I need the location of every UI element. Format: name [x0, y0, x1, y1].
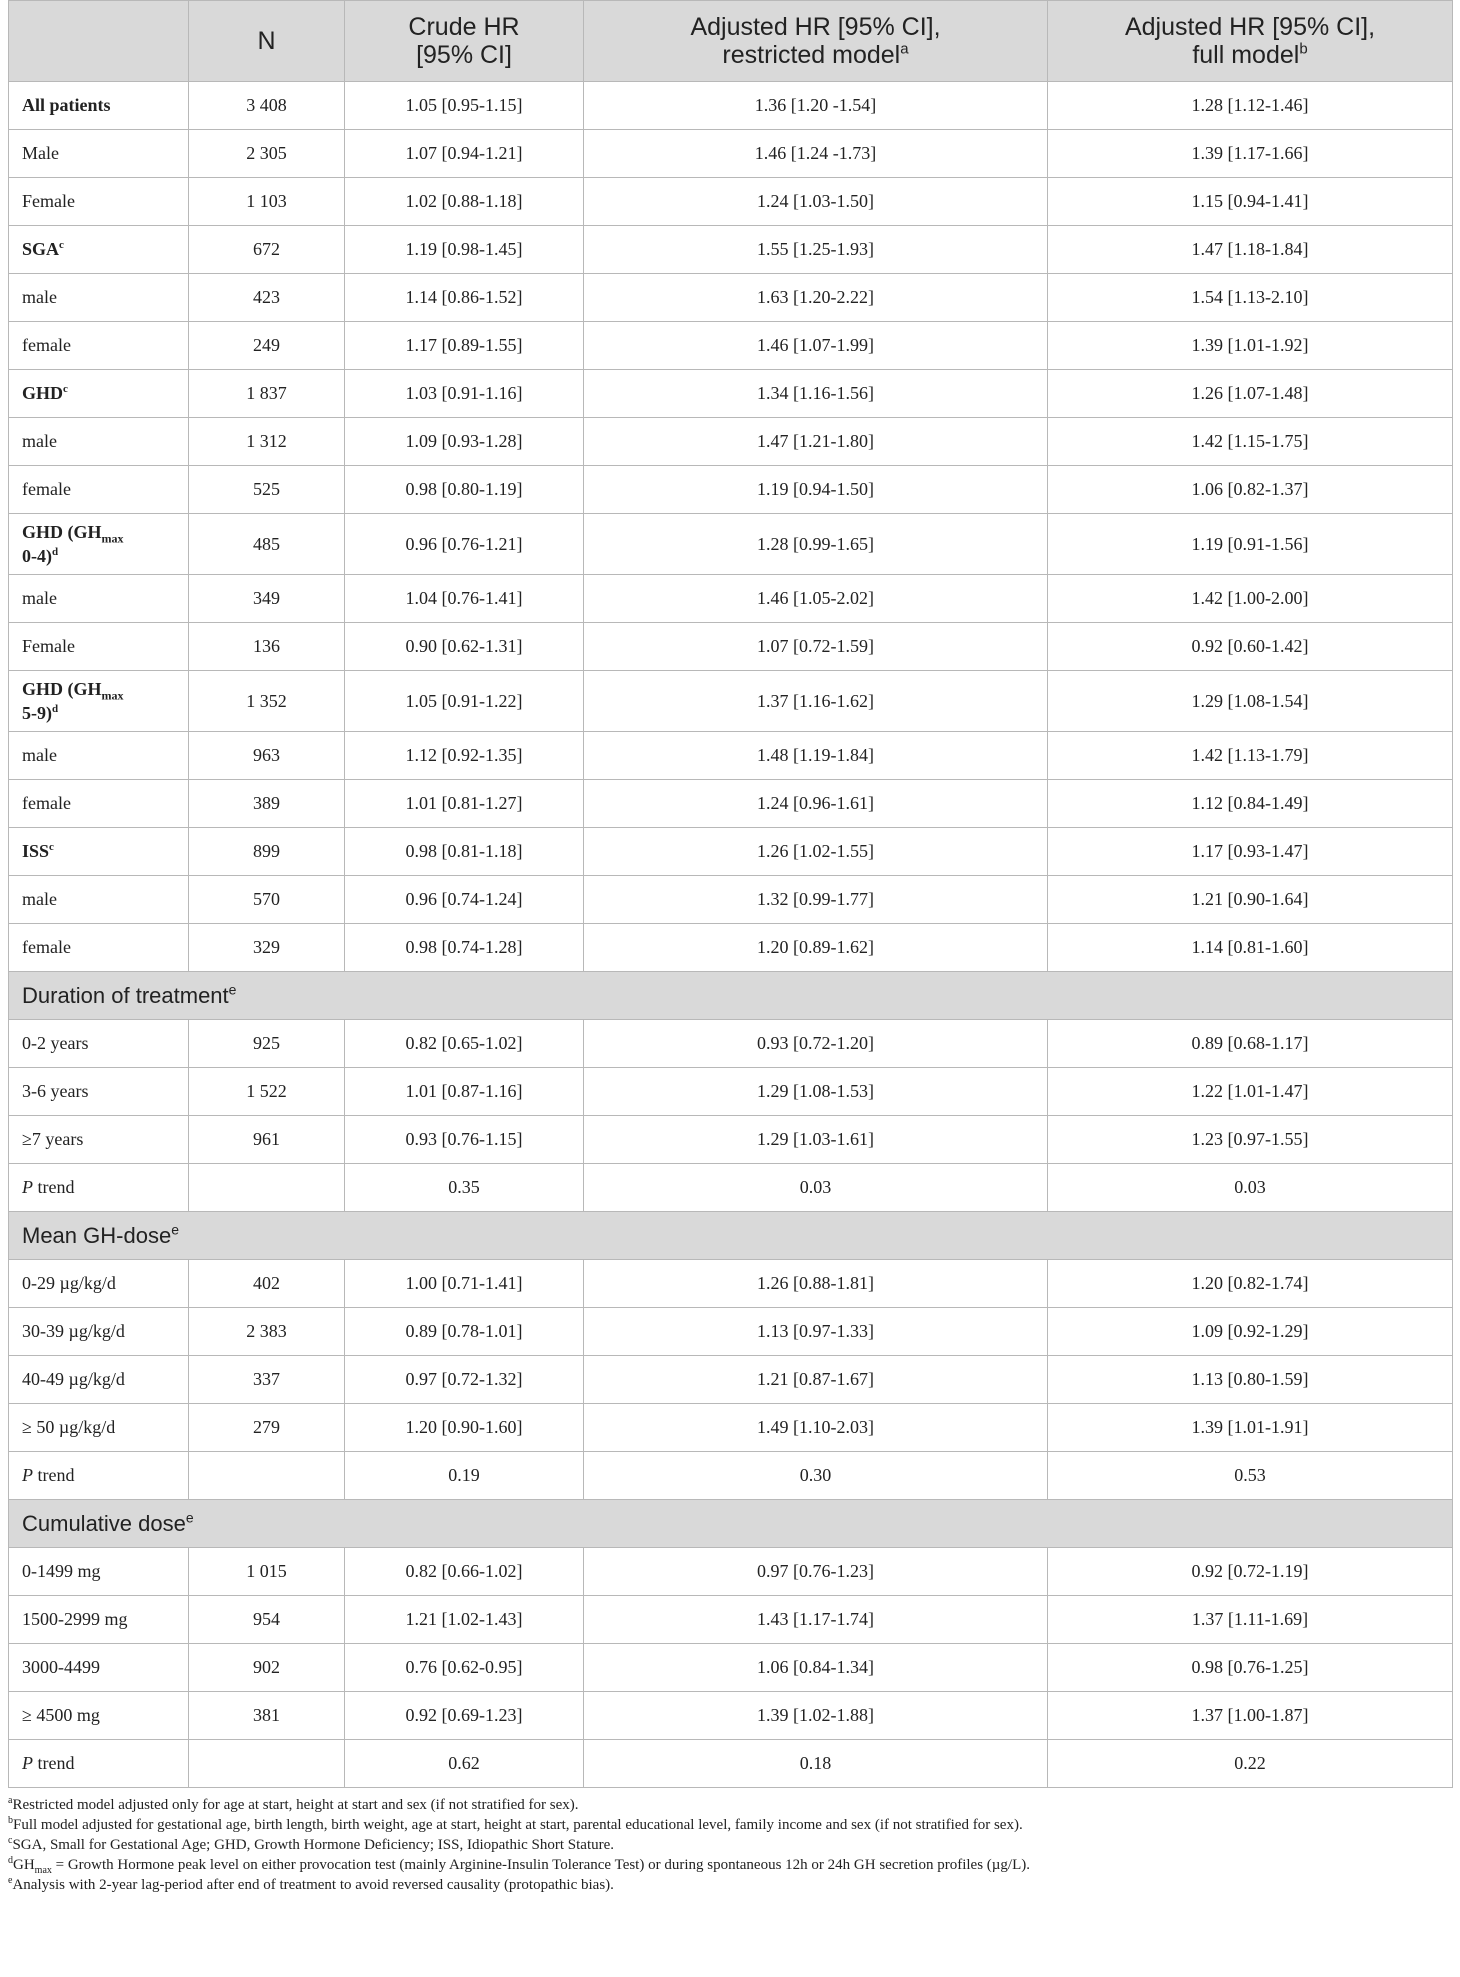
- cell-full-hr: 1.37 [1.00-1.87]: [1048, 1692, 1453, 1740]
- cell-crude-hr: 1.20 [0.90-1.60]: [345, 1404, 584, 1452]
- cell-n: 963: [189, 732, 345, 780]
- cell-restricted-hr: 0.93 [0.72-1.20]: [584, 1020, 1048, 1068]
- cell-crude-hr: 0.19: [345, 1452, 584, 1500]
- row-label: Female: [9, 623, 189, 671]
- cell-crude-hr: 1.05 [0.91-1.22]: [345, 671, 584, 732]
- table-row: [9, 828, 1453, 876]
- row-label-p-trend: P trend: [9, 1452, 189, 1500]
- cell-restricted-hr: 1.55 [1.25-1.93]: [584, 226, 1048, 274]
- table-row: [9, 623, 1453, 671]
- cell-full-hr: 0.92 [0.72-1.19]: [1048, 1548, 1453, 1596]
- footnote-d: $^dGH_{max}$ = Growth Hormone peak level on either provocation test (mainly Arginine-Insulin Tolerance Test) or during spontaneous 12h or 24h GH secretion profiles (µg/L).: [8, 1855, 1030, 1876]
- table-row: [9, 1164, 1453, 1212]
- table-row: [9, 1452, 1453, 1500]
- table-row: [9, 1596, 1453, 1644]
- cell-crude-hr: 0.90 [0.62-1.31]: [345, 623, 584, 671]
- table-row: [9, 130, 1453, 178]
- cell-full-hr: 1.47 [1.18-1.84]: [1048, 226, 1453, 274]
- table-row: [9, 274, 1453, 322]
- cell-full-hr: 0.92 [0.60-1.42]: [1048, 623, 1453, 671]
- table-row: [9, 1020, 1453, 1068]
- section-header-row: [9, 1212, 1453, 1260]
- cell-restricted-hr: 1.26 [1.02-1.55]: [584, 828, 1048, 876]
- table-row: [9, 1644, 1453, 1692]
- table-row: [9, 1548, 1453, 1596]
- cell-full-hr: 1.39 [1.01-1.91]: [1048, 1404, 1453, 1452]
- row-label: ≥7 years: [9, 1116, 189, 1164]
- cell-restricted-hr: 1.63 [1.20-2.22]: [584, 274, 1048, 322]
- row-label: female: [9, 924, 189, 972]
- row-label: All patients: [9, 82, 189, 130]
- cell-restricted-hr: 1.26 [0.88-1.81]: [584, 1260, 1048, 1308]
- cell-n: [189, 1164, 345, 1212]
- table-row: [9, 82, 1453, 130]
- cell-restricted-hr: 1.19 [0.94-1.50]: [584, 466, 1048, 514]
- row-label: male: [9, 876, 189, 924]
- row-label: GHD ($GH_{max}$ 5-9)$^d$: [9, 671, 189, 732]
- cell-crude-hr: 1.02 [0.88-1.18]: [345, 178, 584, 226]
- cell-full-hr: 1.54 [1.13-2.10]: [1048, 274, 1453, 322]
- cell-crude-hr: 1.09 [0.93-1.28]: [345, 418, 584, 466]
- cell-full-hr: 1.39 [1.01-1.92]: [1048, 322, 1453, 370]
- table-row: [9, 876, 1453, 924]
- cell-n: 2 305: [189, 130, 345, 178]
- cell-crude-hr: 0.89 [0.78-1.01]: [345, 1308, 584, 1356]
- cell-crude-hr: 0.93 [0.76-1.15]: [345, 1116, 584, 1164]
- cell-crude-hr: 0.62: [345, 1740, 584, 1788]
- cell-full-hr: 1.09 [0.92-1.29]: [1048, 1308, 1453, 1356]
- cell-full-hr: 0.22: [1048, 1740, 1453, 1788]
- table-row: [9, 732, 1453, 780]
- footnote-e: $^e$Analysis with 2-year lag-period after end of treatment to avoid reversed causality (protopathic bias).: [8, 1875, 614, 1893]
- row-label: male: [9, 274, 189, 322]
- cell-crude-hr: 1.12 [0.92-1.35]: [345, 732, 584, 780]
- cell-n: 3 408: [189, 82, 345, 130]
- cell-crude-hr: 1.03 [0.91-1.16]: [345, 370, 584, 418]
- table-row: [9, 1356, 1453, 1404]
- cell-n: 402: [189, 1260, 345, 1308]
- cell-full-hr: 1.37 [1.11-1.69]: [1048, 1596, 1453, 1644]
- row-label: male: [9, 418, 189, 466]
- cell-restricted-hr: 1.20 [0.89-1.62]: [584, 924, 1048, 972]
- hazard-ratio-table: [8, 0, 1453, 1788]
- cell-restricted-hr: 1.06 [0.84-1.34]: [584, 1644, 1048, 1692]
- table-row: [9, 178, 1453, 226]
- cell-crude-hr: 0.98 [0.80-1.19]: [345, 466, 584, 514]
- cell-n: 672: [189, 226, 345, 274]
- cell-crude-hr: 1.04 [0.76-1.41]: [345, 575, 584, 623]
- cell-n: 337: [189, 1356, 345, 1404]
- table-row: [9, 322, 1453, 370]
- cell-crude-hr: 0.35: [345, 1164, 584, 1212]
- cell-full-hr: 1.23 [0.97-1.55]: [1048, 1116, 1453, 1164]
- table-row: [9, 466, 1453, 514]
- table-row: [9, 1740, 1453, 1788]
- section-title: Mean GH-dose$^e$: [9, 1212, 1453, 1260]
- cell-restricted-hr: 1.24 [1.03-1.50]: [584, 178, 1048, 226]
- cell-restricted-hr: 1.29 [1.03-1.61]: [584, 1116, 1048, 1164]
- cell-n: 899: [189, 828, 345, 876]
- cell-n: 1 837: [189, 370, 345, 418]
- cell-crude-hr: 0.98 [0.74-1.28]: [345, 924, 584, 972]
- cell-restricted-hr: 1.21 [0.87-1.67]: [584, 1356, 1048, 1404]
- header-label-column: [9, 1, 189, 82]
- cell-n: 525: [189, 466, 345, 514]
- row-label: male: [9, 732, 189, 780]
- cell-crude-hr: 0.97 [0.72-1.32]: [345, 1356, 584, 1404]
- cell-n: [189, 1740, 345, 1788]
- cell-crude-hr: 1.00 [0.71-1.41]: [345, 1260, 584, 1308]
- table-row: [9, 1308, 1453, 1356]
- table-row: [9, 418, 1453, 466]
- cell-crude-hr: 0.96 [0.74-1.24]: [345, 876, 584, 924]
- cell-n: 925: [189, 1020, 345, 1068]
- cell-restricted-hr: 0.30: [584, 1452, 1048, 1500]
- cell-crude-hr: 0.76 [0.62-0.95]: [345, 1644, 584, 1692]
- cell-restricted-hr: 1.34 [1.16-1.56]: [584, 370, 1048, 418]
- row-label: GHD ($GH_{max}$ 0-4)$^d$: [9, 514, 189, 575]
- cell-full-hr: 1.13 [0.80-1.59]: [1048, 1356, 1453, 1404]
- cell-n: 389: [189, 780, 345, 828]
- cell-restricted-hr: 1.46 [1.05-2.02]: [584, 575, 1048, 623]
- row-label-p-trend: P trend: [9, 1164, 189, 1212]
- cell-full-hr: 0.03: [1048, 1164, 1453, 1212]
- cell-full-hr: 1.42 [1.00-2.00]: [1048, 575, 1453, 623]
- row-label: ≥ 4500 mg: [9, 1692, 189, 1740]
- cell-restricted-hr: 1.29 [1.08-1.53]: [584, 1068, 1048, 1116]
- row-label: Female: [9, 178, 189, 226]
- cell-full-hr: 1.06 [0.82-1.37]: [1048, 466, 1453, 514]
- cell-full-hr: 1.42 [1.13-1.79]: [1048, 732, 1453, 780]
- cell-full-hr: 0.89 [0.68-1.17]: [1048, 1020, 1453, 1068]
- cell-restricted-hr: 0.97 [0.76-1.23]: [584, 1548, 1048, 1596]
- row-label: SGA$^c$: [9, 226, 189, 274]
- cell-full-hr: 1.14 [0.81-1.60]: [1048, 924, 1453, 972]
- cell-restricted-hr: 1.46 [1.07-1.99]: [584, 322, 1048, 370]
- cell-full-hr: 1.22 [1.01-1.47]: [1048, 1068, 1453, 1116]
- table-row: [9, 671, 1453, 732]
- cell-restricted-hr: 1.32 [0.99-1.77]: [584, 876, 1048, 924]
- row-label: 1500-2999 mg: [9, 1596, 189, 1644]
- cell-full-hr: 1.19 [0.91-1.56]: [1048, 514, 1453, 575]
- cell-n: 423: [189, 274, 345, 322]
- section-title: Duration of treatment$^e$: [9, 972, 1453, 1020]
- header-full-hr: Adjusted HR [95% CI], full model$^b$: [1048, 1, 1453, 82]
- footnote-b: $^b$Full model adjusted for gestational age, birth length, birth weight, age at start, height at start, parental educational level, family income and sex (if not stratified for sex).: [8, 1815, 1023, 1833]
- cell-restricted-hr: 1.36 [1.20 -1.54]: [584, 82, 1048, 130]
- section-header-row: [9, 972, 1453, 1020]
- cell-restricted-hr: 1.49 [1.10-2.03]: [584, 1404, 1048, 1452]
- section-title: Cumulative dose$^e$: [9, 1500, 1453, 1548]
- cell-full-hr: 1.20 [0.82-1.74]: [1048, 1260, 1453, 1308]
- cell-crude-hr: 1.01 [0.87-1.16]: [345, 1068, 584, 1116]
- footnote-a: $^a$Restricted model adjusted only for age at start, height at start and sex (if not stratified for sex).: [8, 1795, 579, 1813]
- results-table-container: [8, 0, 1460, 1895]
- row-label: GHD$^c$: [9, 370, 189, 418]
- cell-crude-hr: 0.96 [0.76-1.21]: [345, 514, 584, 575]
- footnote-c: $^c$SGA, Small for Gestational Age; GHD, Growth Hormone Deficiency; ISS, Idiopathic Short Stature.: [8, 1835, 615, 1853]
- row-label: 30-39 µg/kg/d: [9, 1308, 189, 1356]
- cell-n: 329: [189, 924, 345, 972]
- cell-n: 485: [189, 514, 345, 575]
- table-body: [9, 82, 1453, 1788]
- footnotes: [8, 1795, 1460, 1895]
- cell-full-hr: 0.98 [0.76-1.25]: [1048, 1644, 1453, 1692]
- row-label: 40-49 µg/kg/d: [9, 1356, 189, 1404]
- row-label: 0-1499 mg: [9, 1548, 189, 1596]
- cell-crude-hr: 1.19 [0.98-1.45]: [345, 226, 584, 274]
- cell-restricted-hr: 1.39 [1.02-1.88]: [584, 1692, 1048, 1740]
- section-header-row: [9, 1500, 1453, 1548]
- cell-restricted-hr: 1.24 [0.96-1.61]: [584, 780, 1048, 828]
- cell-n: 570: [189, 876, 345, 924]
- row-label: male: [9, 575, 189, 623]
- cell-full-hr: 1.26 [1.07-1.48]: [1048, 370, 1453, 418]
- cell-n: 961: [189, 1116, 345, 1164]
- cell-n: 1 103: [189, 178, 345, 226]
- cell-restricted-hr: 1.28 [0.99-1.65]: [584, 514, 1048, 575]
- table-header-row: [9, 1, 1453, 82]
- row-label: Male: [9, 130, 189, 178]
- cell-full-hr: 1.17 [0.93-1.47]: [1048, 828, 1453, 876]
- cell-full-hr: 1.12 [0.84-1.49]: [1048, 780, 1453, 828]
- row-label: ISS$^c$: [9, 828, 189, 876]
- table-row: [9, 1692, 1453, 1740]
- cell-n: 279: [189, 1404, 345, 1452]
- row-label-p-trend: P trend: [9, 1740, 189, 1788]
- table-row: [9, 1260, 1453, 1308]
- cell-n: 349: [189, 575, 345, 623]
- cell-crude-hr: 0.92 [0.69-1.23]: [345, 1692, 584, 1740]
- cell-restricted-hr: 1.37 [1.16-1.62]: [584, 671, 1048, 732]
- row-label: 0-29 µg/kg/d: [9, 1260, 189, 1308]
- cell-n: 902: [189, 1644, 345, 1692]
- cell-full-hr: 1.21 [0.90-1.64]: [1048, 876, 1453, 924]
- cell-full-hr: 1.28 [1.12-1.46]: [1048, 82, 1453, 130]
- cell-crude-hr: 1.17 [0.89-1.55]: [345, 322, 584, 370]
- row-label: female: [9, 780, 189, 828]
- header-n: N: [189, 1, 345, 82]
- cell-restricted-hr: 1.13 [0.97-1.33]: [584, 1308, 1048, 1356]
- cell-n: [189, 1452, 345, 1500]
- table-row: [9, 1068, 1453, 1116]
- cell-restricted-hr: 1.07 [0.72-1.59]: [584, 623, 1048, 671]
- cell-crude-hr: 0.82 [0.65-1.02]: [345, 1020, 584, 1068]
- cell-restricted-hr: 0.03: [584, 1164, 1048, 1212]
- cell-crude-hr: 1.21 [1.02-1.43]: [345, 1596, 584, 1644]
- cell-n: 954: [189, 1596, 345, 1644]
- cell-n: 136: [189, 623, 345, 671]
- cell-n: 1 352: [189, 671, 345, 732]
- table-row: [9, 514, 1453, 575]
- cell-crude-hr: 1.14 [0.86-1.52]: [345, 274, 584, 322]
- row-label: ≥ 50 µg/kg/d: [9, 1404, 189, 1452]
- cell-restricted-hr: 1.47 [1.21-1.80]: [584, 418, 1048, 466]
- cell-crude-hr: 1.07 [0.94-1.21]: [345, 130, 584, 178]
- row-label: 3000-4499: [9, 1644, 189, 1692]
- cell-restricted-hr: 0.18: [584, 1740, 1048, 1788]
- cell-n: 249: [189, 322, 345, 370]
- header-crude-hr: Crude HR [95% CI]: [345, 1, 584, 82]
- table-row: [9, 575, 1453, 623]
- cell-crude-hr: 1.05 [0.95-1.15]: [345, 82, 584, 130]
- cell-restricted-hr: 1.46 [1.24 -1.73]: [584, 130, 1048, 178]
- cell-n: 1 522: [189, 1068, 345, 1116]
- row-label: female: [9, 466, 189, 514]
- header-restricted-hr: Adjusted HR [95% CI], restricted model$^a$: [584, 1, 1048, 82]
- cell-full-hr: 1.39 [1.17-1.66]: [1048, 130, 1453, 178]
- cell-full-hr: 1.29 [1.08-1.54]: [1048, 671, 1453, 732]
- cell-full-hr: 0.53: [1048, 1452, 1453, 1500]
- table-row: [9, 226, 1453, 274]
- table-row: [9, 924, 1453, 972]
- table-row: [9, 370, 1453, 418]
- cell-restricted-hr: 1.43 [1.17-1.74]: [584, 1596, 1048, 1644]
- cell-full-hr: 1.42 [1.15-1.75]: [1048, 418, 1453, 466]
- cell-crude-hr: 1.01 [0.81-1.27]: [345, 780, 584, 828]
- row-label: female: [9, 322, 189, 370]
- row-label: 0-2 years: [9, 1020, 189, 1068]
- table-row: [9, 1404, 1453, 1452]
- cell-crude-hr: 0.98 [0.81-1.18]: [345, 828, 584, 876]
- cell-restricted-hr: 1.48 [1.19-1.84]: [584, 732, 1048, 780]
- table-row: [9, 780, 1453, 828]
- cell-full-hr: 1.15 [0.94-1.41]: [1048, 178, 1453, 226]
- cell-n: 1 312: [189, 418, 345, 466]
- cell-crude-hr: 0.82 [0.66-1.02]: [345, 1548, 584, 1596]
- cell-n: 1 015: [189, 1548, 345, 1596]
- cell-n: 381: [189, 1692, 345, 1740]
- row-label: 3-6 years: [9, 1068, 189, 1116]
- table-row: [9, 1116, 1453, 1164]
- cell-n: 2 383: [189, 1308, 345, 1356]
